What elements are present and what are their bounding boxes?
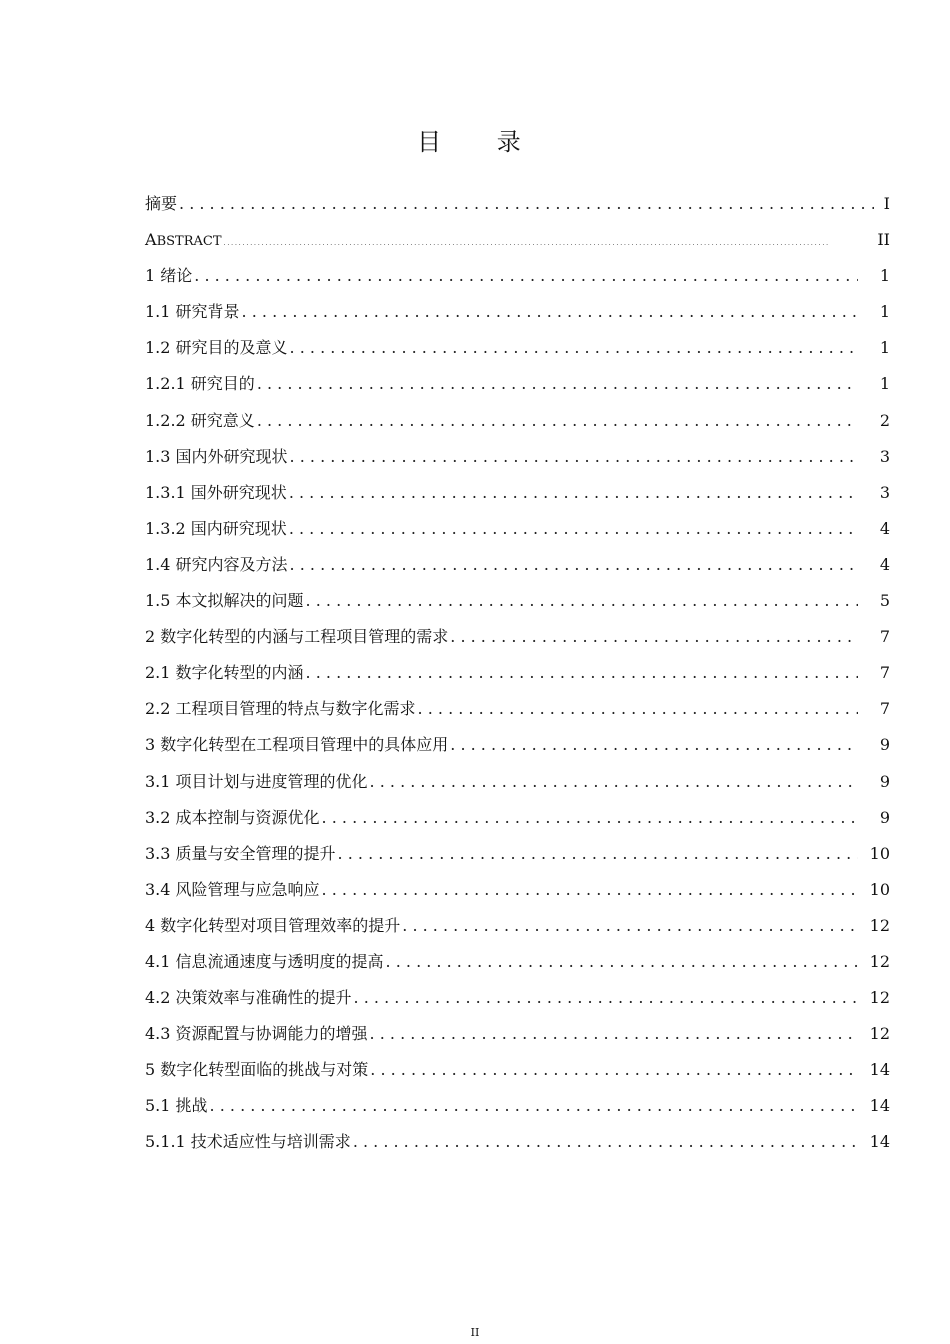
toc-entry[interactable] <box>145 258 890 294</box>
toc-leader-dots <box>450 727 858 763</box>
toc-entry-page: I <box>883 194 890 213</box>
toc-entry-label: 1.3.2 国内研究现状 <box>145 518 287 538</box>
toc-entry-label: 1.1 研究背景 <box>145 302 240 322</box>
toc-entry-page: 1 <box>879 338 890 358</box>
toc-entry[interactable] <box>145 727 890 763</box>
toc-entry-label: 3.1 项目计划与进度管理的优化 <box>145 771 368 791</box>
toc-leader-dots <box>370 1052 858 1088</box>
toc-entry[interactable] <box>145 655 890 691</box>
toc-entry-page: 9 <box>879 735 890 755</box>
toc-entry[interactable] <box>145 511 890 547</box>
toc-entry-label: 1.3 国内外研究现状 <box>145 446 288 466</box>
toc-entry-page: 10 <box>869 843 890 863</box>
toc-entry-label: 1.5 本文拟解决的问题 <box>145 591 304 611</box>
page-number-footer: II <box>470 1326 480 1339</box>
toc-entry-label: 摘要 <box>145 194 178 213</box>
toc-entry[interactable] <box>145 403 890 439</box>
toc-entry-page: 12 <box>869 988 890 1008</box>
toc-leader-dots <box>338 836 858 872</box>
toc-entry-page: 12 <box>869 1024 890 1044</box>
toc-leader-dots <box>290 330 858 366</box>
toc-leader-dots <box>322 872 858 908</box>
toc-entry-label: 1.3.1 国外研究现状 <box>145 482 287 502</box>
toc-entry[interactable] <box>145 583 890 619</box>
toc-entry-label: 4.3 资源配置与协调能力的增强 <box>145 1024 368 1044</box>
toc-entry-page: 3 <box>879 482 890 502</box>
toc-entry-page: 3 <box>879 446 890 466</box>
toc-entry[interactable] <box>145 439 890 475</box>
toc-entry[interactable] <box>145 619 890 655</box>
toc-entry-page: 12 <box>869 915 890 935</box>
toc-entry-abstract-cn[interactable] <box>145 186 890 222</box>
toc-leader-dots <box>306 655 858 691</box>
toc-entry-label: 5.1 挑战 <box>145 1096 208 1116</box>
toc-leader-dots <box>450 619 858 655</box>
toc-entry-page: 10 <box>869 879 890 899</box>
toc-entry-page: 5 <box>879 591 890 611</box>
toc-entry[interactable] <box>145 294 890 330</box>
toc-entry-label: 4.2 决策效率与准确性的提升 <box>145 988 352 1008</box>
toc-entry-page: 9 <box>879 771 890 791</box>
toc-leader-dots <box>179 186 874 222</box>
toc-entry-label: 2 数字化转型的内涵与工程项目管理的需求 <box>145 627 449 647</box>
toc-entry[interactable] <box>145 366 890 402</box>
toc-entry[interactable] <box>145 475 890 511</box>
toc-leader-dots <box>290 439 858 475</box>
toc-leader-dots <box>194 258 858 294</box>
toc-leader-dots <box>210 1088 858 1124</box>
toc-entry[interactable] <box>145 908 890 944</box>
toc-entry[interactable] <box>145 1052 890 1088</box>
toc-leader-dots <box>257 403 858 439</box>
toc-entry-label: 1.2 研究目的及意义 <box>145 338 288 358</box>
toc-entry-page: 1 <box>879 266 890 286</box>
toc-entry-label: 5 数字化转型面临的挑战与对策 <box>145 1060 369 1080</box>
toc-entry-label: 1 绪论 <box>145 266 193 286</box>
toc-entry-page: 14 <box>869 1060 890 1080</box>
toc-entry-label: 3.2 成本控制与资源优化 <box>145 807 320 827</box>
toc-leader-dots <box>290 547 858 583</box>
toc-entry-label: 4.1 信息流通速度与透明度的提高 <box>145 951 384 971</box>
toc-entry-page: 1 <box>879 374 890 394</box>
toc-leader-dots <box>242 294 858 330</box>
toc-entry-page: 14 <box>869 1096 890 1116</box>
toc-entry-page: 7 <box>879 627 890 647</box>
toc-entry-label: 3.3 质量与安全管理的提升 <box>145 843 336 863</box>
toc-entry-label: 4 数字化转型对项目管理效率的提升 <box>145 915 401 935</box>
toc-leader-dots <box>418 691 858 727</box>
toc-entry[interactable] <box>145 547 890 583</box>
toc-leader-dots <box>386 944 858 980</box>
toc-entry-label: 3.4 风险管理与应急响应 <box>145 879 320 899</box>
table-of-contents <box>145 186 890 1161</box>
toc-entry-label: 1.4 研究内容及方法 <box>145 554 288 574</box>
toc-entry-page: 7 <box>879 663 890 683</box>
toc-entry[interactable] <box>145 980 890 1016</box>
toc-entry-page: 4 <box>879 554 890 574</box>
toc-entry[interactable] <box>145 872 890 908</box>
toc-leader-dots <box>257 366 858 402</box>
toc-entry[interactable] <box>145 836 890 872</box>
toc-entry-page: 2 <box>879 410 890 430</box>
toc-entry-page: 7 <box>879 699 890 719</box>
toc-leader-dots <box>370 764 858 800</box>
toc-entry-page: 1 <box>879 302 890 322</box>
toc-leader-dots <box>289 511 858 547</box>
toc-entry[interactable] <box>145 944 890 980</box>
toc-entry-page: 9 <box>879 807 890 827</box>
toc-entry-label: ABSTRACT <box>145 230 222 250</box>
toc-entry-label: 1.2.1 研究目的 <box>145 374 255 394</box>
toc-entry[interactable] <box>145 1016 890 1052</box>
toc-entry-page: II <box>877 230 890 250</box>
toc-leader-dots <box>322 800 858 836</box>
toc-entry[interactable] <box>145 691 890 727</box>
toc-entry-label: 2.1 数字化转型的内涵 <box>145 663 304 683</box>
toc-entry[interactable] <box>145 1088 890 1124</box>
toc-leader-dots <box>306 583 858 619</box>
toc-leader-dots <box>224 224 874 262</box>
toc-entry-page: 4 <box>879 518 890 538</box>
toc-entry[interactable] <box>145 764 890 800</box>
toc-leader-dots <box>402 908 858 944</box>
toc-entry[interactable] <box>145 330 890 366</box>
toc-entry-label: 1.2.2 研究意义 <box>145 410 255 430</box>
toc-leader-dots <box>370 1016 858 1052</box>
toc-entry-label: 5.1.1 技术适应性与培训需求 <box>145 1132 351 1152</box>
page-title: 目 录 <box>417 128 545 156</box>
toc-leader-dots <box>353 1124 858 1160</box>
toc-entry-label: 3 数字化转型在工程项目管理中的具体应用 <box>145 735 449 755</box>
toc-leader-dots <box>354 980 858 1016</box>
toc-entry-page: 14 <box>869 1132 890 1152</box>
toc-leader-dots <box>289 475 858 511</box>
toc-entry-abstract-en[interactable] <box>145 222 890 258</box>
toc-entry-page: 12 <box>869 951 890 971</box>
toc-entry[interactable] <box>145 1124 890 1160</box>
toc-entry-label: 2.2 工程项目管理的特点与数字化需求 <box>145 699 416 719</box>
toc-entry[interactable] <box>145 800 890 836</box>
